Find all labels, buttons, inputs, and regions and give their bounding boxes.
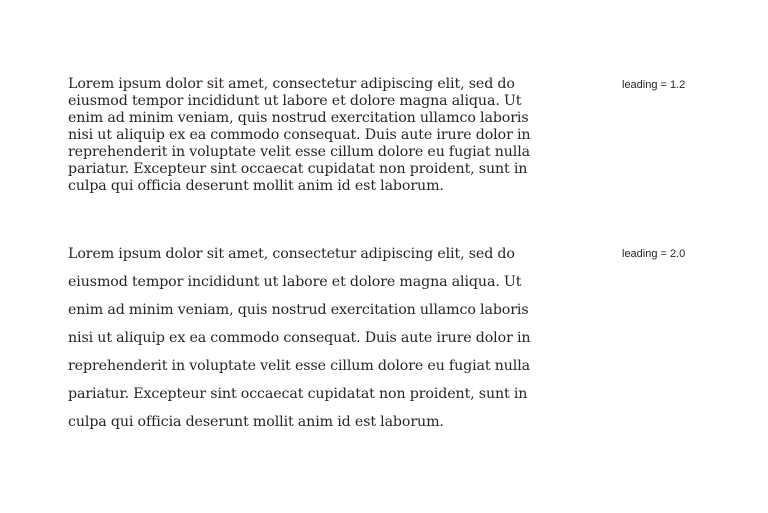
text-line: nisi ut aliquip ex ea commodo consequat. Duis aute irure dolor in (68, 127, 531, 143)
text-line: nisi ut aliquip ex ea commodo consequat. Duis aute irure dolor in (68, 330, 531, 346)
leading-caption: leading = 1.2 (622, 79, 686, 91)
text-sample-loose-leading (68, 244, 568, 440)
leading-caption: leading = 2.0 (622, 248, 686, 260)
text-line: culpa qui officia deserunt mollit anim id est laborum. (68, 178, 444, 194)
text-line: Lorem ipsum dolor sit amet, consectetur adipiscing elit, sed do (68, 76, 515, 92)
text-line: Lorem ipsum dolor sit amet, consectetur adipiscing elit, sed do (68, 246, 515, 262)
text-line: eiusmod tempor incididunt ut labore et dolore magna aliqua. Ut (68, 274, 522, 290)
text-line: enim ad minim veniam, quis nostrud exercitation ullamco laboris (68, 110, 529, 126)
text-line: pariatur. Excepteur sint occaecat cupidatat non proident, sunt in (68, 161, 528, 177)
text-line: enim ad minim veniam, quis nostrud exercitation ullamco laboris (68, 302, 529, 318)
text-line: eiusmod tempor incididunt ut labore et dolore magna aliqua. Ut (68, 93, 522, 109)
text-line: pariatur. Excepteur sint occaecat cupidatat non proident, sunt in (68, 386, 528, 402)
text-sample-tight-leading (68, 76, 568, 195)
text-line: culpa qui officia deserunt mollit anim id est laborum. (68, 414, 444, 430)
text-line: reprehenderit in voluptate velit esse cillum dolore eu fugiat nulla (68, 144, 531, 160)
text-line: reprehenderit in voluptate velit esse cillum dolore eu fugiat nulla (68, 358, 531, 374)
